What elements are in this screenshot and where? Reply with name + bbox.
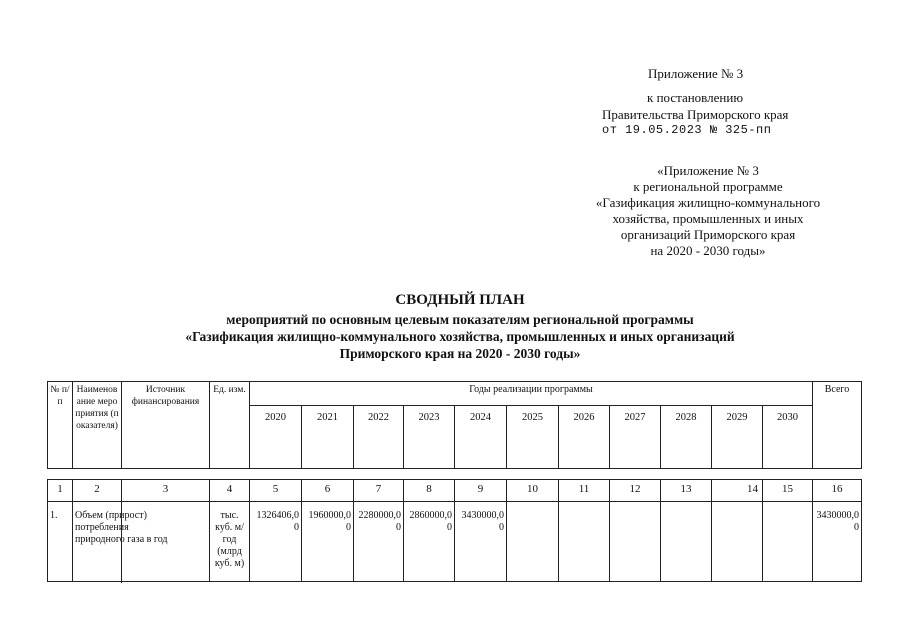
column-number: 8 xyxy=(404,480,455,502)
year-header: 2020 xyxy=(250,406,302,469)
annex-line-5: организаций Приморского края xyxy=(620,227,796,242)
year-header: 2026 xyxy=(559,406,610,469)
col-header-years: Годы реализации программы xyxy=(250,382,813,406)
year-header: 2024 xyxy=(455,406,507,469)
year-header: 2021 xyxy=(302,406,354,469)
column-number: 11 xyxy=(559,480,610,502)
column-number: 3 xyxy=(122,480,210,502)
col-header-num: № п/п xyxy=(48,382,73,469)
row-value: 3430000,00 xyxy=(455,502,507,582)
year-header: 2027 xyxy=(610,406,661,469)
row-total: 3430000,00 xyxy=(813,502,862,582)
col-header-name: Наименование мероприятия (показателя) xyxy=(73,382,122,469)
table-header xyxy=(47,381,862,469)
row-unit: тыс. куб. м/год (млрд куб. м) xyxy=(210,502,250,582)
row-value xyxy=(763,502,813,582)
year-header: 2023 xyxy=(404,406,455,469)
annex-line-3: «Газификация жилищно-коммунального xyxy=(595,195,821,210)
year-header: 2030 xyxy=(763,406,813,469)
annex-line-4: хозяйства, промышленных и иных xyxy=(612,211,804,226)
column-number: 12 xyxy=(610,480,661,502)
year-header: 2025 xyxy=(507,406,559,469)
title-line-2: «Газификация жилищно-коммунального хозяйства, промышленных и иных организаций xyxy=(185,329,735,344)
document-title: СВОДНЫЙ ПЛАН xyxy=(395,292,525,308)
annex-line-1: «Приложение № 3 xyxy=(657,163,759,178)
column-number: 14 xyxy=(712,480,763,502)
title-line-3: Приморского края на 2020 - 2030 годы» xyxy=(339,346,581,361)
column-number: 5 xyxy=(250,480,302,502)
row-value xyxy=(507,502,559,582)
resolution-date: от 19.05.2023 № 325-пп xyxy=(602,123,772,137)
year-header: 2028 xyxy=(661,406,712,469)
government-label: Правительства Приморского края xyxy=(602,107,789,122)
column-number: 9 xyxy=(455,480,507,502)
col-header-unit: Ед. изм. xyxy=(210,382,250,469)
row-value xyxy=(712,502,763,582)
row-value xyxy=(559,502,610,582)
column-number: 4 xyxy=(210,480,250,502)
title-line-1: мероприятий по основным целевым показателям региональной программы xyxy=(226,312,694,327)
annex-block xyxy=(560,163,856,259)
row-value: 2280000,00 xyxy=(354,502,404,582)
year-header: 2029 xyxy=(712,406,763,469)
row-name: Объем (прирост) потребления природного газа в год xyxy=(73,502,210,582)
column-number: 6 xyxy=(302,480,354,502)
column-number: 7 xyxy=(354,480,404,502)
row-value: 1326406,00 xyxy=(250,502,302,582)
row-value xyxy=(610,502,661,582)
column-number: 13 xyxy=(661,480,712,502)
annex-line-6: на 2020 - 2030 годы» xyxy=(650,243,766,258)
row-value: 2860000,00 xyxy=(404,502,455,582)
annex-line-2: к региональной программе xyxy=(633,179,783,194)
table-row xyxy=(48,502,862,582)
column-number-row xyxy=(48,480,862,502)
column-number: 1 xyxy=(48,480,73,502)
col-header-total: Всего xyxy=(813,382,862,469)
row-num: 1. xyxy=(48,502,73,582)
column-number: 16 xyxy=(813,480,862,502)
row-value: 1960000,00 xyxy=(302,502,354,582)
appendix-label: Приложение № 3 xyxy=(648,66,744,81)
column-number: 15 xyxy=(763,480,813,502)
year-header: 2022 xyxy=(354,406,404,469)
resolution-label: к постановлению xyxy=(647,90,744,105)
column-number: 10 xyxy=(507,480,559,502)
data-table xyxy=(47,479,862,582)
column-divider xyxy=(121,501,122,583)
row-value xyxy=(661,502,712,582)
col-header-source: Источник финансирования xyxy=(122,382,210,469)
column-number: 2 xyxy=(73,480,122,502)
